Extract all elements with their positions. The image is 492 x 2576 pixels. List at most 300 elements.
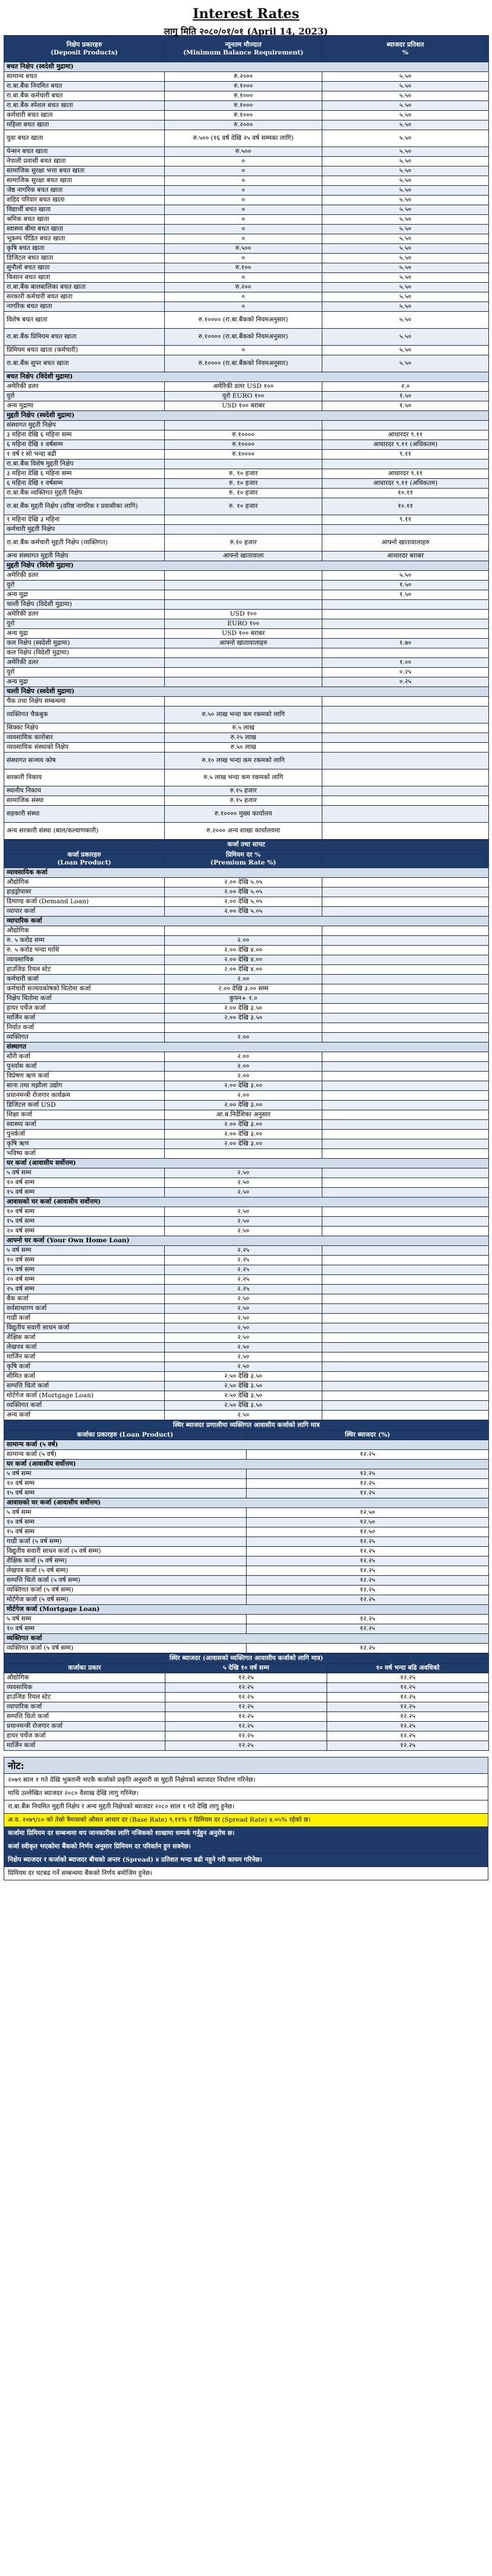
table-cell: [322, 878, 489, 888]
table-row: [4, 489, 489, 498]
table-cell: व्यवसायिक: [4, 1683, 165, 1693]
table-cell: २.५०: [165, 1227, 322, 1236]
table-cell: १५ वर्ष सम्म: [4, 1489, 247, 1498]
table-header-row: [4, 36, 489, 62]
section-title: संस्थागत: [4, 1043, 489, 1052]
table-cell: ०: [165, 273, 322, 283]
table-cell: [322, 1217, 489, 1227]
table-row: [4, 1246, 489, 1256]
table-cell: स्वास्थ्य बीमा बचत खाता: [4, 225, 165, 234]
table-row: [4, 1207, 489, 1217]
section-row: [4, 372, 489, 382]
table-cell: सरकारी निकाय: [4, 769, 165, 786]
table-cell: [322, 1304, 489, 1314]
table-cell: [322, 1265, 489, 1275]
table-cell: [322, 965, 489, 975]
table-cell: ०: [165, 234, 322, 244]
table-cell: कृषि बचत खाता: [4, 244, 165, 254]
table-cell: अमेरिकी डलर: [4, 571, 165, 581]
table-cell: १२.२५: [165, 1702, 327, 1712]
section-title: बचत निक्षेप (विदेशी मुद्रामा): [4, 372, 489, 382]
table-cell: ५.५०: [322, 234, 489, 244]
table-cell: २.०० देखि ५.०५: [165, 888, 322, 897]
table-row: [4, 1595, 489, 1605]
table-cell: ०: [165, 157, 322, 166]
table-cell: [322, 1110, 489, 1120]
table-cell: [322, 743, 489, 753]
table-cell: अमेरिकी डलर USD १००: [165, 382, 322, 392]
table-cell: हायर पर्चेज कर्जा: [4, 1731, 165, 1741]
table-cell: USD १०० बराबर: [165, 629, 322, 639]
table-cell: रु.५००: [165, 244, 322, 254]
table-row: [4, 1004, 489, 1013]
table-cell: २.५०: [165, 1178, 322, 1188]
table-cell: रु.५० लाख: [165, 743, 322, 753]
table-row: [4, 1411, 489, 1420]
table-cell: [322, 697, 489, 707]
table-cell: [322, 806, 489, 823]
table-cell: रु.१००: [165, 263, 322, 273]
table-cell: २.०० देखि ३.००: [165, 1130, 322, 1139]
table-row: [4, 1217, 489, 1227]
table-cell: ५.५०: [322, 283, 489, 292]
table-cell: रु.५ लाख भन्दा कम रकमको लागि: [165, 769, 322, 786]
table-row: [4, 1149, 489, 1159]
table-row: [4, 225, 489, 234]
table-row: [4, 1702, 489, 1712]
table-cell: सुनौलो बचत खाता: [4, 263, 165, 273]
table-cell: १० वर्ष सम्म: [4, 1479, 247, 1489]
table-cell: ५.५०: [322, 302, 489, 312]
table-row: [4, 1362, 489, 1372]
table-cell: १२.२५: [327, 1702, 489, 1712]
table-cell: रु.२५ लाख: [165, 733, 322, 743]
table-cell: २५ वर्ष सम्म: [4, 1285, 165, 1294]
table-cell: १५ वर्ष सम्म: [4, 1188, 165, 1197]
section-title: आवासको घर कर्जा (आवासीय सर्वोत्तम): [4, 1197, 489, 1207]
table-row: [4, 1168, 489, 1178]
table-cell: रु.२००: [165, 283, 322, 292]
table-row: [4, 1518, 489, 1527]
table-row: [4, 283, 489, 292]
table-cell: आधारदर ९.११ (अधिकतम): [322, 440, 489, 450]
table-row: [4, 1265, 489, 1275]
table-cell: [322, 619, 489, 629]
table-cell: २.५० देखि ३.५०: [165, 1401, 322, 1411]
table-cell: १० वर्ष सम्म: [4, 1207, 165, 1217]
table-cell: २.००: [165, 1033, 322, 1043]
table-cell: १.५०: [322, 401, 489, 411]
table-cell: १२.२५: [247, 1537, 489, 1547]
table-cell: १५ वर्ष सम्म: [4, 1217, 165, 1227]
table-cell: अन्य मुद्रामा: [4, 401, 165, 411]
table-row: [4, 1101, 489, 1110]
table-cell: रु.१० हजार: [165, 535, 322, 552]
table-cell: सम्पत्ति धितो कर्जा: [4, 1712, 165, 1722]
table-row: [4, 1586, 489, 1595]
column-header: १० वर्ष भन्दा बढि अवधिको: [327, 1664, 489, 1673]
table-row: [4, 733, 489, 743]
table-cell: ९.११: [322, 450, 489, 460]
table-row: [4, 1547, 489, 1556]
table-cell: ९.११: [322, 515, 489, 525]
table-cell: रु.१०००: [165, 91, 322, 101]
table-row: [4, 176, 489, 186]
table-cell: २.०० देखि ३.००: [165, 1081, 322, 1091]
table-row: [4, 1469, 489, 1479]
table-row: [4, 147, 489, 157]
table-cell: व्यक्तिगत कर्जा (५ वर्ष सम्म): [4, 1586, 247, 1595]
table-cell: ०.२५: [322, 668, 489, 677]
table-cell: [322, 525, 489, 535]
table-cell: २.०० देखि ५.०५: [165, 907, 322, 917]
table-cell: [322, 984, 489, 994]
table-cell: ५.५०: [322, 329, 489, 346]
table-cell: ५.५०: [322, 215, 489, 225]
table-cell: ५.५०: [322, 571, 489, 581]
section-row: [4, 1440, 489, 1450]
table-cell: सरकारी कर्मचारी बचत खाता: [4, 292, 165, 302]
table-row: [4, 1139, 489, 1149]
table-row: [4, 1479, 489, 1489]
table-cell: [165, 697, 322, 707]
table-row: [4, 1013, 489, 1023]
section-title: सामान्य कर्जा (५ वर्ष): [4, 1440, 489, 1450]
table-cell: रु.१०००: [165, 82, 322, 91]
table-cell: ५.५०: [322, 346, 489, 355]
table-cell: रु.१००००: [165, 430, 322, 440]
note-line: निक्षेप ब्याजदर र कर्जाको ब्याजदर बीचको अन्तर (Spread) ४ प्रतिशत भन्दा बढी नहुने गरी कायम गरिनेछ।: [4, 1854, 488, 1867]
table-cell: रु.१०००: [165, 101, 322, 111]
table-row: [4, 1401, 489, 1411]
table-cell: डिजिटल कर्जा USD: [4, 1101, 165, 1110]
table-row: [4, 1537, 489, 1547]
table-cell: १२.२५: [165, 1712, 327, 1722]
table-row: [4, 619, 489, 629]
table-row: [4, 244, 489, 254]
table-cell: २.०० देखि ५.०५: [165, 878, 322, 888]
loan-table: [4, 840, 489, 1420]
table-cell: २.००: [165, 1072, 322, 1081]
table-cell: अन्य मुद्रा: [4, 629, 165, 639]
table-cell: रु.१५ हजार: [165, 786, 322, 796]
table-cell: २.५०: [165, 1217, 322, 1227]
table-cell: ५.५०: [322, 166, 489, 176]
table-row: [4, 346, 489, 355]
table-cell: [322, 1323, 489, 1333]
column-header: न्यूनतम मौज्दात (Minimum Balance Requirement): [165, 36, 322, 62]
table-row: [4, 955, 489, 965]
table-cell: ५.५०: [322, 292, 489, 302]
table-header-row: [4, 850, 489, 868]
table-row: [4, 312, 489, 329]
table-cell: लेखपत्र कर्जा (५ वर्ष सम्म): [4, 1566, 247, 1576]
table-cell: व्यवसायिक संस्थाको निक्षेप: [4, 743, 165, 753]
table-cell: कल निक्षेप (स्वदेशी मुद्रामा): [4, 639, 165, 648]
table-row: [4, 469, 489, 479]
table-cell: बैंक कर्जा: [4, 1294, 165, 1304]
table-cell: व्यावसायिक: [4, 955, 165, 965]
table-row: [4, 723, 489, 733]
table-cell: [322, 1120, 489, 1130]
table-row: [4, 401, 489, 411]
table-cell: संस्थागत सञ्चय कोष: [4, 753, 165, 769]
table-cell: ५ वर्ष सम्म: [4, 1615, 247, 1624]
table-row: [4, 498, 489, 515]
table-row: [4, 430, 489, 440]
table-row: [4, 1178, 489, 1188]
table-row: [4, 697, 489, 707]
table-cell: २.५० देखि ३.५०: [165, 1382, 322, 1391]
table-cell: हायर पर्चेज कर्जा: [4, 1004, 165, 1013]
table-row: [4, 1110, 489, 1120]
table-cell: २.०० देखि ५.०५: [165, 897, 322, 907]
table-cell: कर्मचारी कर्जा: [4, 975, 165, 984]
table-row: [4, 440, 489, 450]
table-cell: ०: [165, 215, 322, 225]
loan-section-row: [4, 840, 489, 850]
table-row: [4, 1372, 489, 1382]
table-cell: मोर्टगेज कर्जा (५ वर्ष सम्म): [4, 1595, 247, 1605]
table-cell: कल निक्षेप (विदेशी मुद्रामा): [4, 648, 165, 658]
table-row: [4, 1275, 489, 1285]
table-cell: व्यक्तिगत कर्जा: [4, 1401, 165, 1411]
table-cell: १२.२५: [247, 1615, 489, 1624]
table-cell: १.००: [322, 658, 489, 668]
table-cell: आधारदर ९.११: [322, 469, 489, 479]
table-row: [4, 1062, 489, 1072]
table-cell: [322, 1033, 489, 1043]
table-row: [4, 897, 489, 907]
table-row: [4, 743, 489, 753]
table-cell: २.०: [322, 382, 489, 392]
table-cell: २० वर्ष सम्म: [4, 1227, 165, 1236]
table-header-row: [4, 1431, 489, 1440]
table-cell: विप्रेषण ऋण कर्जा: [4, 1072, 165, 1081]
table-row: [4, 1566, 489, 1576]
table-row: [4, 450, 489, 460]
table-cell: रा.बा.बैंक सुपर बचत खाता: [4, 355, 165, 372]
table-row: [4, 1256, 489, 1265]
table-cell: २.२५: [165, 1246, 322, 1256]
table-row: [4, 1644, 489, 1653]
table-cell: [165, 421, 322, 430]
table-cell: १२.२५: [165, 1731, 327, 1741]
table-cell: व्यापार कर्जा: [4, 907, 165, 917]
table-row: [4, 1712, 489, 1722]
table-cell: [322, 1391, 489, 1401]
table-cell: १२.२५: [247, 1595, 489, 1605]
table-cell: शैक्षिक कर्जा: [4, 1333, 165, 1343]
table-cell: महिला बचत खाता: [4, 120, 165, 130]
note-line: प्रिमियम दर घटबढ गर्ने सम्बन्धमा बैंकको निर्णय बमोजिम हुनेछ।: [4, 1867, 488, 1880]
table-cell: २.२५: [165, 1275, 322, 1285]
table-cell: निर्यात कर्जा: [4, 1023, 165, 1033]
table-row: [4, 926, 489, 936]
table-row: [4, 273, 489, 283]
table-cell: [322, 888, 489, 897]
table-cell: USD १००: [165, 610, 322, 619]
table-cell: १ महिना देखि ३ महिना: [4, 515, 165, 525]
section-row: [4, 1605, 489, 1615]
table-cell: अन्य कर्जा: [4, 1411, 165, 1420]
table-cell: [322, 1275, 489, 1285]
section-title: घर कर्जा (आवासीय सर्वोत्तम): [4, 1159, 489, 1168]
table-cell: [322, 897, 489, 907]
table-cell: १२.२५: [247, 1450, 489, 1460]
deposit-table: [4, 35, 489, 840]
section-row: [4, 687, 489, 697]
column-header: कर्जाका प्रकार: [4, 1664, 165, 1673]
table-cell: [322, 1285, 489, 1294]
table-cell: पेन्सन बचत खाता: [4, 147, 165, 157]
table-cell: २.५०: [165, 1411, 322, 1420]
table-cell: स्वास्थ्य कर्जा: [4, 1120, 165, 1130]
table-row: [4, 946, 489, 955]
table-cell: १.७०: [322, 639, 489, 648]
table-cell: रु. ५ करोड सम्म: [4, 936, 165, 946]
table-cell: अन्य सरकारी संस्था (बाल/कल्याणकारी): [4, 823, 165, 840]
note-line: कर्जामा प्रिमियम दर सम्बन्धमा थप जानकारीका लागि नजिकको शाखामा सम्पर्क गर्नुहुन अनुरोध छ।: [4, 1827, 488, 1840]
table-row: [4, 1227, 489, 1236]
section-title: व्यक्तिगत कर्जा: [4, 1634, 489, 1644]
table-cell: ०: [165, 166, 322, 176]
table-cell: १.५०: [322, 590, 489, 600]
table-row: [4, 1576, 489, 1586]
section-row: [4, 1498, 489, 1508]
table-cell: २.५०: [165, 1304, 322, 1314]
table-row: [4, 1081, 489, 1091]
table-row: [4, 823, 489, 840]
table-cell: [322, 926, 489, 936]
table-cell: औद्योगिक: [4, 926, 165, 936]
table-cell: [322, 1352, 489, 1362]
table-cell: १२.२५: [247, 1586, 489, 1595]
table-cell: सम्पत्ति धितो कर्जा (५ वर्ष सम्म): [4, 1576, 247, 1586]
table-cell: रा.बा.बैंक प्रिमियम बचत खाता: [4, 329, 165, 346]
table-row: [4, 1722, 489, 1731]
table-cell: सिक्का निक्षेप: [4, 723, 165, 733]
table-cell: १०.११: [322, 489, 489, 498]
table-row: [4, 658, 489, 668]
table-cell: १२.२५: [165, 1741, 327, 1751]
table-row: [4, 639, 489, 648]
table-row: [4, 1091, 489, 1101]
table-cell: [322, 786, 489, 796]
table-row: [4, 1508, 489, 1518]
table-cell: [322, 946, 489, 955]
section-row: [4, 917, 489, 926]
section-row: [4, 1634, 489, 1644]
table-cell: २.००: [165, 975, 322, 984]
table-cell: १२.२५: [247, 1566, 489, 1576]
table-row: [4, 1731, 489, 1741]
table-cell: ५.५०: [322, 186, 489, 196]
table-cell: [165, 1023, 322, 1033]
table-cell: २.०० देखि ३.०० सम्म: [165, 984, 322, 994]
table-cell: [322, 1023, 489, 1033]
table-cell: १२.२५: [247, 1479, 489, 1489]
table-row: [4, 590, 489, 600]
table-cell: [322, 707, 489, 723]
table-cell: [322, 629, 489, 639]
table-cell: मोर्टगेज कर्जा (Mortgage Loan): [4, 1391, 165, 1401]
table-cell: ६ महिना देखि १ वर्षसम्म: [4, 440, 165, 450]
table-row: [4, 753, 489, 769]
note-line: कर्जा स्वीकृत भएकोमा बैंकको निर्णय अनुसार प्रिमियम दर परिवर्तन हुन सक्नेछ।: [4, 1840, 488, 1854]
table-cell: [322, 1362, 489, 1372]
table-cell: गाडी कर्जा: [4, 1314, 165, 1323]
table-cell: [322, 1246, 489, 1256]
table-cell: युरो EURO १००: [165, 392, 322, 401]
table-cell: रु.१०००० मुख्य कार्यालय: [165, 806, 322, 823]
table-cell: ५.५०: [322, 147, 489, 157]
table-row: [4, 1285, 489, 1294]
table-cell: रु.१०००० (रा.बा.बैंकको नियमअनुसार): [165, 312, 322, 329]
table-cell: कुपन+ १.०: [165, 994, 322, 1004]
table-cell: EURO १००: [165, 619, 322, 629]
table-cell: [322, 1101, 489, 1110]
table-cell: कृषि ऋण: [4, 1139, 165, 1149]
table-cell: रा.बा.बैंक मुद्दती निक्षेप (वरिष्ठ नागरिक र प्रवासीका लागि): [4, 498, 165, 515]
table-row: [4, 382, 489, 392]
table-cell: २.५०: [165, 1314, 322, 1323]
table-cell: ५ वर्ष सम्म: [4, 1469, 247, 1479]
table-cell: २.००: [165, 1062, 322, 1072]
table-row: [4, 1673, 489, 1683]
table-cell: [165, 571, 322, 581]
table-cell: १२.२५: [247, 1556, 489, 1566]
table-cell: [322, 1294, 489, 1304]
table-row: [4, 1556, 489, 1566]
note-line: माथि उल्लेखित ब्याजदर २०८० वैशाख देखि लागु गरिनेछ।: [4, 1787, 488, 1800]
table-cell: हाउजिङ रियल स्टेट: [4, 1693, 165, 1702]
table-cell: ५.५०: [322, 244, 489, 254]
table-cell: रु.२०००: [165, 72, 322, 82]
table-cell: १२.२५: [327, 1722, 489, 1731]
table-cell: [322, 1401, 489, 1411]
fixed-title: स्थिर ब्याजदर प्रणालीमा व्यक्तिगत आवासीय कर्जाको लागि मात्र: [4, 1421, 489, 1431]
table-row: [4, 629, 489, 639]
table-cell: [322, 823, 489, 840]
table-cell: रु.१०००० (रा.बा.बैंकको नियमअनुसार): [165, 329, 322, 346]
table-cell: व्यापारिक कर्जा: [4, 1702, 165, 1712]
table-cell: प्रधानमन्त्री रोजगार कार्यक्रम: [4, 1091, 165, 1101]
table-cell: १२.२५: [327, 1683, 489, 1693]
table-row: [4, 1023, 489, 1033]
table-cell: १०.११: [322, 498, 489, 515]
note-line: २०७९ साल १ गते देखि भुक्तानी भएकै कर्जाको प्रकृति अनुसारी वा मुद्दती निक्षेपको ब्याजदर निर्धारण गरिनेछ।: [4, 1774, 488, 1787]
table-cell: २.५०: [165, 1362, 322, 1372]
table-row: [4, 1352, 489, 1362]
table-cell: ५ वर्ष सम्म: [4, 1508, 247, 1518]
section-row: [4, 62, 489, 72]
table-cell: २.५०: [165, 1207, 322, 1217]
table-row: [4, 1188, 489, 1197]
table-cell: हाइड्रोपावर: [4, 888, 165, 897]
table-cell: १० वर्ष सम्म: [4, 1256, 165, 1265]
table-cell: ५.५०: [322, 196, 489, 205]
table-cell: डिजिटल बचत खाता: [4, 254, 165, 263]
table-cell: रु.१०००० (रा.बा.बैंकको नियमअनुसार): [165, 355, 322, 372]
table-cell: [322, 1062, 489, 1072]
table-row: [4, 994, 489, 1004]
table-cell: विद्युतीय सवारी साधन कर्जा (५ वर्ष सम्म): [4, 1547, 247, 1556]
section-row: [4, 1460, 489, 1469]
section-row: [4, 1159, 489, 1168]
table-cell: युवा बचत खाता: [4, 130, 165, 147]
table-cell: ५.५०: [322, 263, 489, 273]
